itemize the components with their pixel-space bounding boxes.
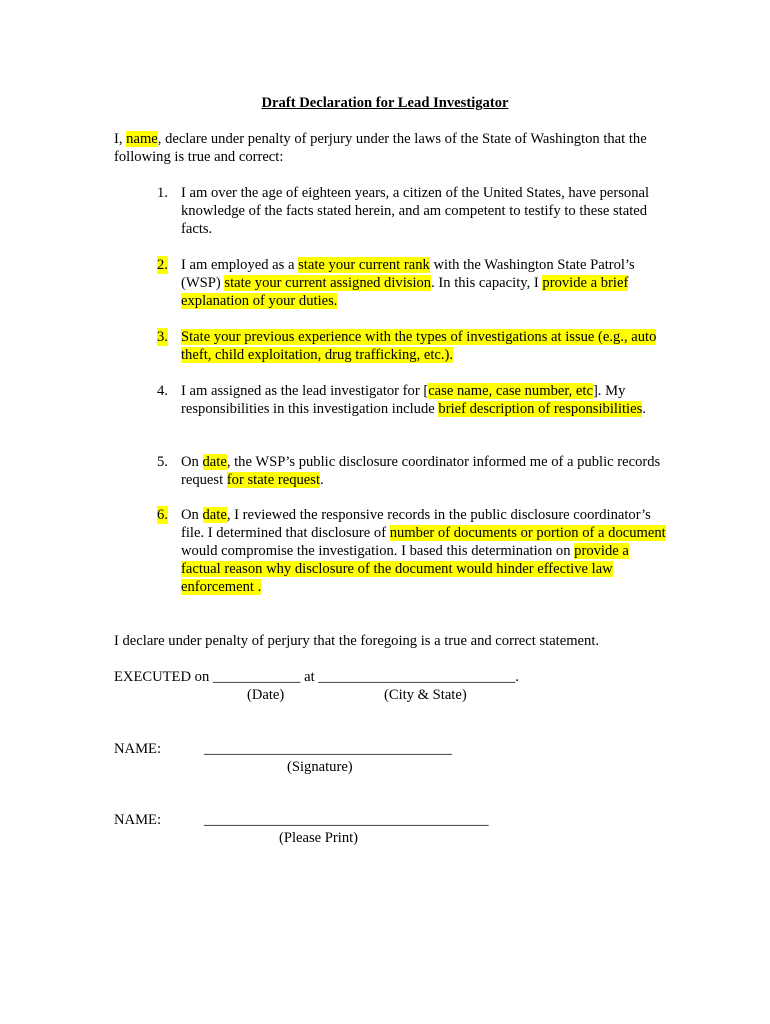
date-placeholder: date [202, 454, 227, 470]
date-placeholder: date [202, 507, 227, 523]
item-text [181, 506, 671, 596]
division-placeholder: state your current assigned division [224, 275, 432, 291]
item-text-part: . [642, 401, 646, 417]
executed-line: EXECUTED on ____________ at ___________________________. [114, 669, 519, 685]
item-number: 5. [157, 454, 168, 470]
duties-placeholder: provide a brief explanation of your duties. [181, 275, 629, 309]
item-number: 3. [157, 329, 168, 345]
request-placeholder: for state request [226, 472, 320, 488]
item-text-part: On [181, 454, 203, 470]
item-text-part: On [181, 507, 203, 523]
item-text-part: would compromise the investigation. I based this determination on [181, 543, 575, 559]
item-text-part: . [320, 472, 324, 488]
item-text-part: . In this capacity, I [431, 275, 543, 291]
signature-name-label: NAME: [114, 741, 162, 757]
intro-post: , declare under penalty of perjury under the laws of the State of Washington that the following is true and correct: [114, 131, 647, 165]
print-name-label: NAME: [114, 812, 162, 828]
item-number: 1. [157, 185, 168, 201]
item-text-part: with the Washington State Patrol’s (WSP) [181, 257, 635, 291]
item-text [181, 256, 671, 310]
reason-placeholder: provide a factual reason why disclosure of the document would hinder effective law enforcement . [181, 543, 629, 595]
item-number: 2. [157, 257, 168, 273]
item-text-part: , the WSP’s public disclosure coordinator informed me of a public records request [181, 454, 661, 488]
item-text-part: ]. My responsibilities in this investigation include [181, 383, 626, 417]
print-name-line[interactable]: _______________________________________ [204, 812, 489, 828]
declaration-statement: I declare under penalty of perjury that the foregoing is a true and correct statement. [114, 633, 600, 649]
item-text-part: , I reviewed the responsive records in the public disclosure coordinator’s file. I determined that disclosure of [181, 507, 651, 541]
item-text-part: I am employed as a [181, 257, 299, 273]
item-text [181, 453, 671, 489]
city-state-caption: (City & State) [384, 687, 467, 703]
document-title: Draft Declaration for Lead Investigator [261, 95, 509, 111]
print-name-caption: (Please Print) [279, 830, 359, 846]
item-text-part: I am assigned as the lead investigator for [ [181, 383, 429, 399]
signature-caption: (Signature) [287, 759, 353, 775]
intro-pre: I, [114, 131, 127, 147]
item-number: 4. [157, 383, 168, 399]
case-placeholder: case name, case number, etc [428, 383, 593, 399]
experience-placeholder: State your previous experience with the types of investigations at issue (e.g., auto theft, child exploitation, drug trafficking, etc.). [181, 329, 657, 363]
documents-placeholder: number of documents or portion of a document [389, 525, 666, 541]
date-caption: (Date) [247, 687, 285, 703]
signature-line[interactable]: __________________________________ [204, 741, 453, 757]
rank-placeholder: state your current rank [298, 257, 430, 273]
item-text [181, 382, 671, 418]
responsibilities-placeholder: brief description of responsibilities [438, 401, 643, 417]
intro-paragraph [114, 130, 674, 166]
item-text: I am over the age of eighteen years, a citizen of the United States, have personal knowledge of the facts stated herein, and am competent to testify to these stated facts. [181, 185, 650, 237]
item-text [181, 328, 671, 364]
item-number: 6. [157, 507, 168, 523]
name-placeholder: name [126, 131, 158, 147]
